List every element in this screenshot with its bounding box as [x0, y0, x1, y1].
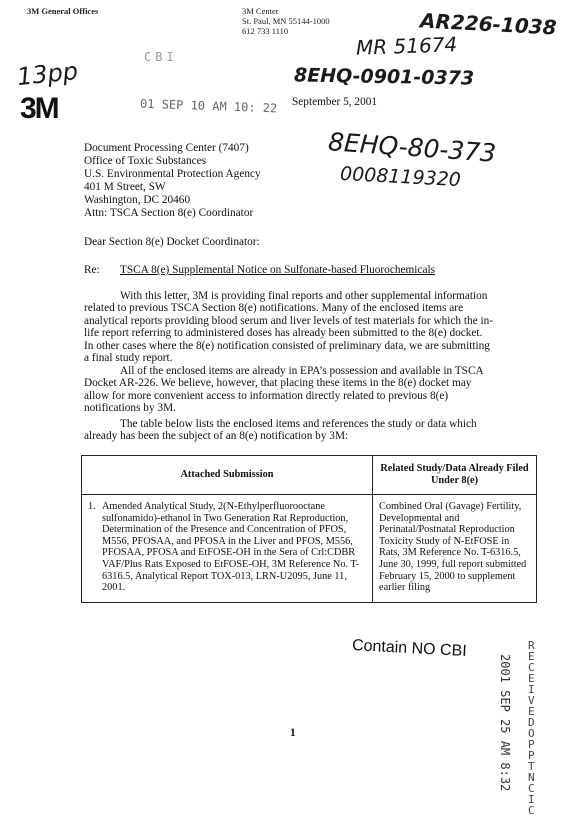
- table-header-row: [82, 456, 537, 495]
- faded-stamp-top: CBI: [144, 50, 178, 64]
- table-header-related-study: Related Study/Data Already Filed Under 8(e): [373, 456, 537, 495]
- address-line-4: 401 M Street, SW: [84, 181, 166, 193]
- 3m-logo: 3M: [20, 92, 58, 125]
- address-line-3: U.S. Environmental Protection Agency: [84, 168, 261, 180]
- handwritten-docket-number: AR226-1038: [419, 8, 558, 40]
- contain-no-cbi-stamp: Contain NO CBI: [351, 637, 468, 660]
- received-stamp-date: 2001 SEP 25 AM 8:32: [498, 654, 512, 792]
- re-label: Re:: [84, 264, 100, 276]
- letterhead-center-line-2: St. Paul, MN 55144-1000: [242, 16, 330, 26]
- letterhead-center-line-1: 3M Center: [242, 6, 279, 16]
- address-line-2: Office of Toxic Substances: [84, 155, 207, 167]
- handwritten-page-count: 13pp: [15, 56, 80, 92]
- body-paragraph-2: All of the enclosed items are already in EPA’s possession and available in TSCA Docket AR-226. We believe, however, that placing these items in the 8(e) docket may allow for more convenient access to information directly related to previous 8(e) notifications by 3M.: [84, 365, 484, 415]
- handwritten-ehq-number: 8EHQ-0901-0373: [293, 64, 475, 90]
- salutation: Dear Section 8(e) Docket Coordinator:: [84, 236, 260, 248]
- table-row-number: 1.: [88, 501, 96, 512]
- letterhead-center-line-3: 612 733 1110: [242, 26, 289, 36]
- body-paragraph-1: With this letter, 3M is providing final reports and other supplemental information related to previous TSCA Section 8(e) notifications. Many of the enclosed items are analytical reports providing blood serum and liver levels of test materials for which the in-life report referring to administered doses has already been submitted to the 8(e) docket. In other cases where the 8(e) notification consisted of preliminary data, we are submitting a final study report.: [84, 290, 494, 365]
- table-row: [82, 495, 537, 603]
- table-submission-text: Amended Analytical Study, 2(N-Ethylperfluorooctane sulfonamido)-ethanol in Two Generation Rat Reproduction, Determination of the Presence and Concentration of PFOS, M556, PFOSAA, and PFOSA in the Liver and PFOS, M556, PFOSAA, PFOSA and EtFOSE-OH in the Sera of Crl:CDBR VAF/Plus Rats Exposed to EtFOSE-OH, 3M Reference No. T-6316.5, Analytical Report TOX-013, LRN-U2095, June 11, 2001.: [102, 501, 360, 594]
- table-cell-related: Combined Oral (Gavage) Fertility, Developmental and Perinatal/Postnatal Reproduction Toxicity Study of N-EtFOSE in Rats, 3M Reference No. T-6316.5, June 30, 1999, full report submitted February 15, 2000 to supplement earlier filing: [373, 495, 537, 603]
- letterhead-offices: 3M General Offices: [27, 6, 99, 16]
- address-line-1: Document Processing Center (7407): [84, 142, 249, 154]
- letter-date: September 5, 2001: [292, 96, 378, 108]
- table-header-attached-submission: Attached Submission: [82, 456, 373, 495]
- page-number: 1: [290, 727, 296, 739]
- submission-table: [81, 455, 537, 603]
- address-line-6: Attn: TSCA Section 8(e) Coordinator: [84, 207, 254, 219]
- handwritten-mr-number: MR 51674: [355, 32, 458, 60]
- handwritten-document-number: 0008119320: [339, 162, 462, 192]
- re-subject: TSCA 8(e) Supplemental Notice on Sulfonate-based Fluorochemicals: [120, 264, 435, 276]
- received-stamp: RECEIVED OPPT NCIC: [528, 639, 535, 817]
- body-paragraph-3: The table below lists the enclosed items and references the study or data which already has been the subject of an 8(e) notification by 3M:: [84, 418, 477, 443]
- table-cell-submission: [82, 495, 373, 603]
- handwritten-ehq-alt-number: 8EHQ-80-373: [327, 127, 498, 168]
- address-line-5: Washington, DC 20460: [84, 194, 191, 206]
- faded-stamp-date: 01 SEP 10 AM 10: 22: [139, 96, 278, 116]
